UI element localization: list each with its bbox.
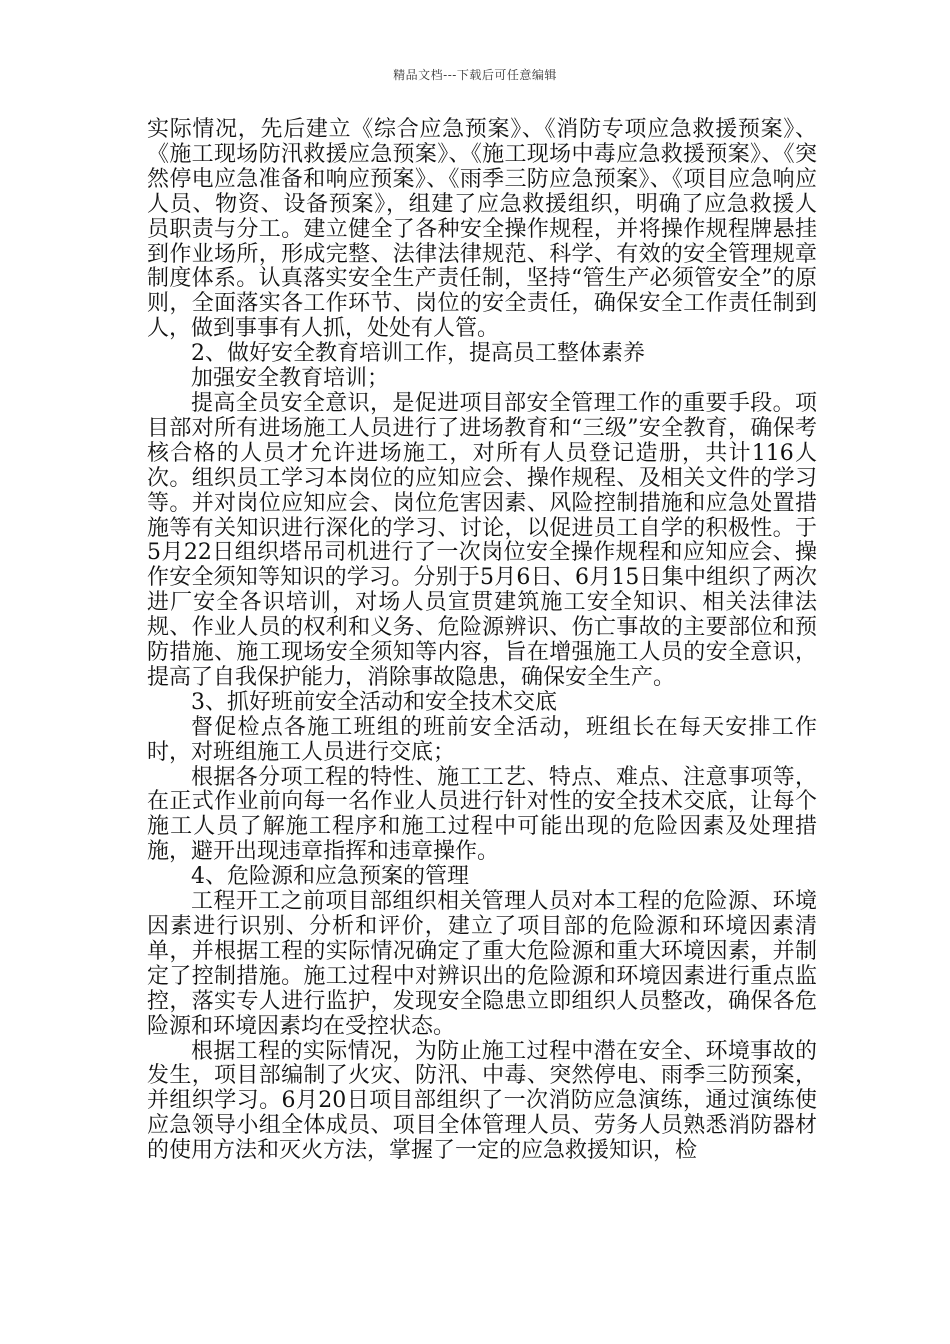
section-heading-safety-training: 2、做好安全教育培训工作，提高员工整体素养	[191, 341, 645, 367]
section-heading-pre-shift-activities: 3、抓好班前安全活动和安全技术交底	[191, 689, 557, 715]
paragraph-emergency-plans: 实际情况，先后建立《综合应急预案》、《消防专项应急救援预案》、《施工现场防汛救援应急预案》、《施工现场中毒应急救援预案》、《突然停电应急准备和响应预案》、《雨季三防应急预案》、《项目应急响应人员、物资、设备预案》，组建了应急救援组织，明确了应急救援人员职责与分工。建立健全了各种安全操作规程，并将操作规程牌悬挂到作业场所，形成完整、法律法律规范、科学、有效的安全管理规章制度体系。认真落实安全生产责任制，坚持“管生产必须管安全”的原则，全面落实各工作环节、岗位的安全责任，确保安全工作责任制到人，做到事事有人抓，处处有人管。	[147, 117, 817, 342]
paragraph-emergency-drill: 根据工程的实际情况，为防止施工过程中潜在安全、环境事故的发生，项目部编制了火灾、防汛、中毒、突然停电、雨季三防预案，并组织学习。6月20日项目部组织了一次消防应急演练，通过演练使应急领导小组全体成员、项目全体管理人员、劳务人员熟悉消防器材的使用方法和灭火方法，掌握了一定的应急救援知识，检	[147, 1038, 817, 1164]
paragraph-technical-briefing: 根据各分项工程的特性、施工工艺、特点、难点、注意事项等，在正式作业前向每一名作业人员进行针对性的安全技术交底，让每个施工人员了解施工程序和施工过程中可能出现的危险因素及处理措施，避开出现违章指挥和违章操作。	[147, 764, 817, 865]
paragraph-hazard-identification: 工程开工之前项目部组织相关管理人员对本工程的危险源、环境因素进行识别、分析和评价，建立了项目部的危险源和环境因素清单，并根据工程的实际情况确定了重大危险源和重大环境因素，并制定了控制措施。施工过程中对辨识出的危险源和环境因素进行重点监控，落实专人进行监护，发现安全隐患立即组织人员整改，确保各危险源和环境因素均在受控状态。	[147, 889, 817, 1039]
paragraph-pre-shift-supervision: 督促检点各施工班组的班前安全活动，班组长在每天安排工作时，对班组施工人员进行交底；	[147, 714, 817, 765]
page-header: 精品文档---下载后可任意编辑	[393, 68, 557, 82]
section-heading-hazard-management: 4、危险源和应急预案的管理	[191, 864, 469, 890]
document-body	[147, 118, 817, 1164]
paragraph-strengthen-training: 加强安全教育培训；	[191, 366, 390, 392]
paragraph-safety-awareness: 提高全员安全意识，是促进项目部安全管理工作的重要手段。项目部对所有进场施工人员进行了进场教育和“三级”安全教育，确保考核合格的人员才允许进场施工，对所有人员登记造册，共计116人次。组织员工学习本岗位的应知应会、操作规程、及相关文件的学习等。并对岗位应知应会、岗位危害因素、风险控制措施和应急处置措施等有关知识进行深化的学习、讨论，以促进员工自学的积极性。于5月22日组织塔吊司机进行了一次岗位安全操作规程和应知应会、操作安全须知等知识的学习。分别于5月6日、6月15日集中组织了两次进厂安全各识培训，对场人员宣贯建筑施工安全知识、相关法律法规、作业人员的权利和义务、危险源辨识、伤亡事故的主要部位和预防措施、施工现场安全须知等内容，旨在增强施工人员的安全意识，提高了自我保护能力，消除事故隐患，确保安全生产。	[147, 390, 817, 690]
